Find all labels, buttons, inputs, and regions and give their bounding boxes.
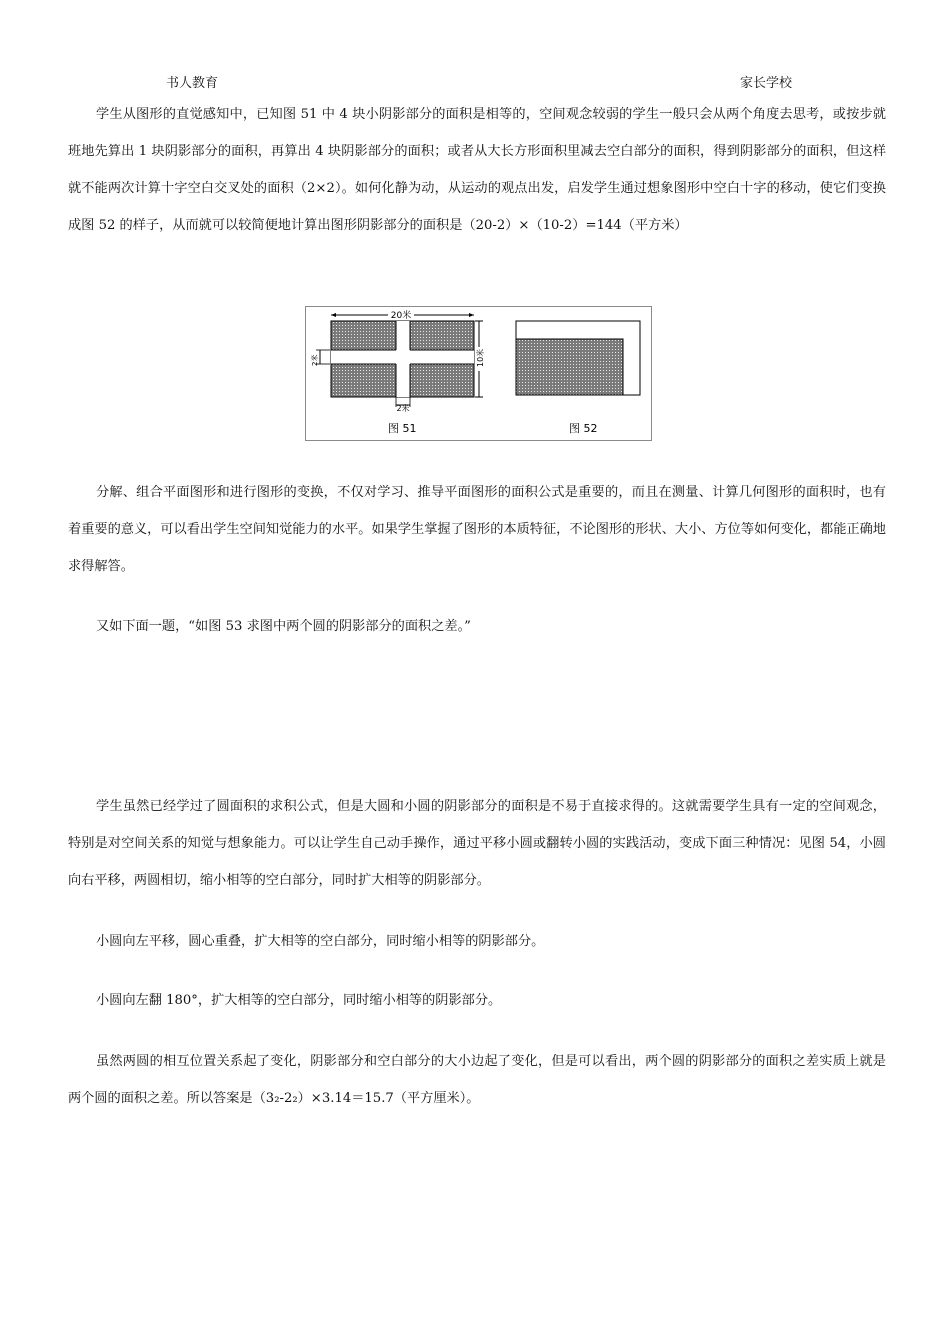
width-label: 20米 xyxy=(390,311,412,321)
vertical-gap-label: 2米 xyxy=(311,354,319,366)
figure-52-caption: 图 52 xyxy=(569,422,598,435)
paragraph-6: 小圆向左翻 180°，扩大相等的空白部分，同时缩小相等的阴影部分。 xyxy=(96,993,502,1008)
arrowhead-left xyxy=(331,313,336,317)
paragraph-5: 小圆向左平移，圆心重叠，扩大相等的空白部分，同时缩小相等的阴影部分。 xyxy=(96,934,545,949)
figure-51-caption: 图 51 xyxy=(388,422,417,435)
figure-svg xyxy=(306,307,651,440)
paragraph-3: 又如下面一题，“如图 53 求图中两个圆的阴影部分的面积之差。” xyxy=(96,619,471,634)
header-left: 书人教育 xyxy=(166,76,219,91)
header-right: 家长学校 xyxy=(740,76,793,91)
paragraph-4: 学生虽然已经学过了圆面积的求积公式，但是大圆和小圆的阴影部分的面积是不易于直接求得的。这就需要学生具有一定的空间观念，特别是对空间关系的知觉与想象能力。可以让学生自己动手操作，通过平移小圆或翻转小圆的实践活动，变成下面三种情况：见图 54，小圆向右平移，两圆相切，缩小相等的空白部分，同时扩大相等的阴影部分。 xyxy=(68,799,886,888)
horizontal-gap-label: 2米 xyxy=(396,404,410,413)
figure-52 xyxy=(516,321,640,435)
shaded-rectangle xyxy=(516,339,623,395)
vertical-blank-strip xyxy=(396,321,410,397)
paragraph-7: 虽然两圆的相互位置关系起了变化，阴影部分和空白部分的大小边起了变化，但是可以看出，两个圆的阴影部分的面积之差实质上就是两个圆的面积之差。所以答案是（3₂-2₂）×3.14＝15.7（平方厘米）。 xyxy=(68,1054,886,1106)
paragraph-1: 学生从图形的直觉感知中，已知图 51 中 4 块小阴影部分的面积是相等的，空间观念较弱的学生一般只会从两个角度去思考，或按步就班地先算出 1 块阴影部分的面积，再算出 4 块阴影部分的面积；或者从大长方形面积里减去空白部分的面积，得到阴影部分的面积，但这样就不能两次计算十字空白交叉处的面积（2×2）。如何化静为动，从运动的观点出发，启发学生通过想象图形中空白十字的移动，使它们变换成图 52 的样子，从而就可以较简便地计算出图形阴影部分的面积是（20-2）×（10-2）=144（平方米） xyxy=(68,107,886,233)
paragraph-2: 分解、组合平面图形和进行图形的变换，不仅对学习、推导平面图形的面积公式是重要的，而且在测量、计算几何图形的面积时，也有着重要的意义，可以看出学生空间知觉能力的水平。如果学生掌握了图形的本质特征，不论图形的形状、大小、方位等如何变化，都能正确地求得解答。 xyxy=(68,485,886,574)
arrowhead-right xyxy=(469,313,474,317)
figure-51-52 xyxy=(305,306,652,441)
height-label: 10米 xyxy=(476,348,485,367)
figure-51 xyxy=(310,309,485,435)
